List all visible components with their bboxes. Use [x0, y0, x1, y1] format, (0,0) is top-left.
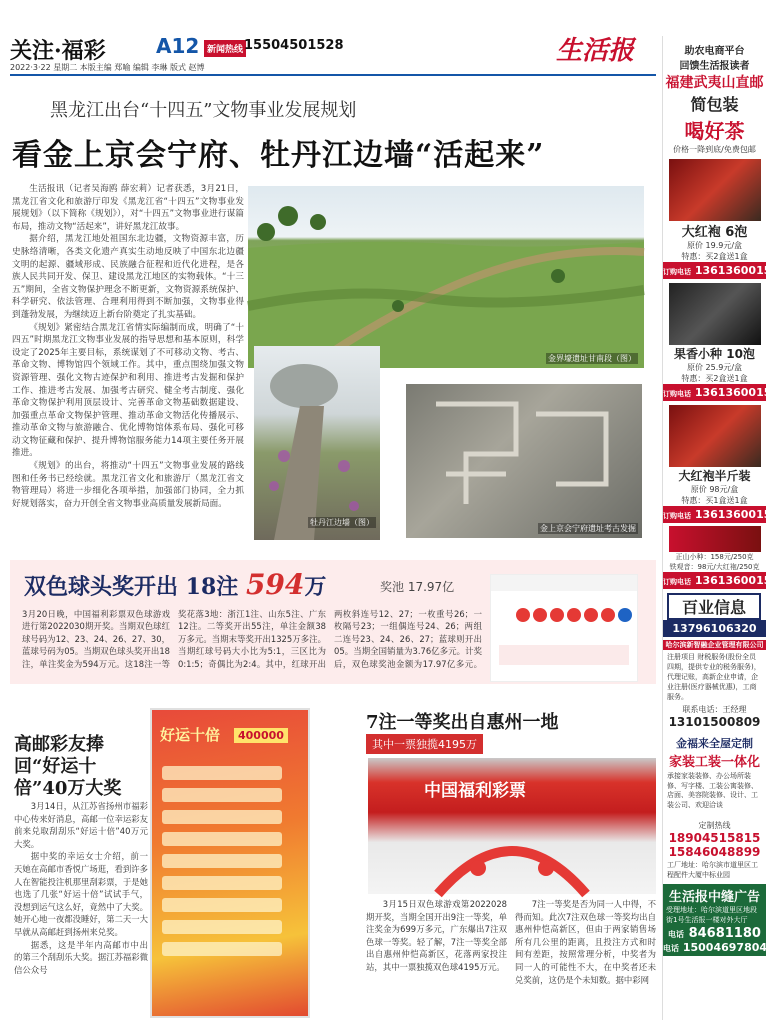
- extra-price: 正山小种：158元/250克: [675, 553, 754, 561]
- lottery-shop-photo: [368, 758, 656, 894]
- classified-title: 生活报中缝广告: [668, 890, 760, 905]
- ticket-title: 好运十倍: [160, 726, 221, 744]
- sidebar-top1: 助农电商平台: [684, 46, 745, 57]
- lottery-balls-illustration: [491, 575, 637, 681]
- company-name: 哈尔滨新智融企业管理有限公司: [663, 640, 766, 650]
- tea-image: [669, 159, 761, 221]
- item-price: 原价 25.9元/盒: [686, 363, 743, 372]
- classified-tel-number: 84681180: [688, 926, 761, 941]
- article-body: [12, 183, 244, 541]
- excavation-illustration: [406, 384, 642, 538]
- company-contact: 联系电话：王经理: [682, 705, 747, 714]
- order-tel-label: 订购电话: [663, 578, 691, 586]
- home-address: 工厂地址：哈尔滨市道里区工程配件大厦中标业园: [667, 861, 758, 879]
- gaoyou-headline: 高邮彩友捧回“好运十倍”40万大奖: [14, 734, 122, 799]
- classified-tel-label: 电话: [668, 930, 685, 939]
- scratch-ticket-photo: [150, 708, 310, 1018]
- home-desc: 承接家装装修、办公场所装修、写字楼、工装公寓装修、店面、美容院装修、设计、工装公司、欢迎洽谈: [667, 772, 758, 809]
- extra-price: 铁观音：98元/大红袍/250克: [669, 563, 760, 571]
- order-tel: [663, 506, 779, 523]
- order-tel-label: 订购电话: [663, 512, 691, 520]
- huizhou-body: [366, 898, 656, 1020]
- item-name: 果香小种 10泡: [674, 347, 755, 361]
- article-paragraph: 《规划》的出台，将推动“十四五”文物事业发展的路线图和任务书已经绘就。黑龙江省文化和旅游厅（黑龙江省文物管理局）将进一步细化各项举措，加强部门协同，全力抓好规划落实，奋力开创全省文物事业高质量发展新局面。: [12, 461, 244, 509]
- item-deal: 特惠：买2盒送1盒: [681, 252, 748, 261]
- home-tel-label: 定制热线: [698, 821, 731, 830]
- item-name: 大红袍半斤装: [678, 469, 751, 483]
- photo-jin-wall: [248, 186, 644, 368]
- order-tel-number: 13613600156: [694, 508, 779, 521]
- gaoyou-paragraph: 据悉，这是半年内高邮市中出的第三个刮刮乐大奖。据江苏福彩微信公众号: [14, 939, 148, 975]
- gaoyou-body: [14, 800, 148, 1018]
- sidebar-top2: 回馈生活报读者: [679, 61, 750, 72]
- classified-tel-number: 15004697804: [682, 941, 768, 954]
- sidebar-brand: 福建武夷山直邮: [665, 75, 764, 91]
- item-deal: 特惠：买1盒送1盒: [681, 496, 748, 505]
- order-tel-number: 13613600156: [694, 574, 779, 587]
- lottery-body: 3月20日晚，中国福利彩票双色球游戏进行第2022030期开奖。当期双色球红球号码为12、23、24、26、27、30，蓝球号码为05。当期双色球头奖开出18注，单注奖金为594万元。这18注一等奖花落3地：浙江1注、山东5注、广东12注。二等奖开出55注，单注金额38万多元。当期末等奖开出1325万多注。当期红球号码大小比为5:1，三区比为0:1:5；奇偶比为2:4。其中，红球开出两枚斜连号12、27；一枚重号26；一枚隔号23；一组偶连号24、26；两组二连号23、24、26、27；蓝球则开出05。当期全国销量为3.76亿多元。计奖后，双色球奖池金额为17.97亿多元。: [22, 609, 482, 669]
- article-headline: 看金上京会宁府、牡丹江边墙“活起来”: [12, 138, 545, 173]
- order-tel-number: 13613600156: [694, 386, 779, 399]
- gaoyou-paragraph: 3月14日，从江苏省扬州市福彩中心传来好消息，高邮一位幸运彩友前来兑取刮刮乐“好运十倍”40万元大奖。: [14, 801, 148, 849]
- home-tel: 18904515815: [668, 831, 761, 845]
- article-paragraph: 生活报讯（记者吴海鸥 薛宏莉）记者获悉，3月21日，黑龙江省文化和旅游厅印发《黑龙江省“十四五”文物事业发展规划》（以下简称《规划》），对“十四五”文物事业进行谋篇布局，推动文物“活起来”，讲好黑龙江故事。: [12, 184, 244, 232]
- article-paragraph: 《规划》紧密结合黑龙江省情实际编制而成，明确了“十四五”时期黑龙江文物事业发展的指导思想和基本原则，科学设定了2025年主要目标，系统谋划了不可移动文物、考古、革命文物、博物馆四个领域工作。其中，重点围绕加强文物资源管理、强化文物古迹保护和利用、推进考古发掘和保护工作、推进考古发展、加强考古研究、健全考古制度、强化革命文物保护利用顶层设计、完善革命文物基础数据建设、加强重点革命文物保护管理、推动革命文物活化传播展示、推动革命文物与旅游融合、优化博物馆体系布局、强化可移动文物征藏和保护、提升博物馆服务能力14项主要任务开展推进。: [12, 322, 244, 459]
- photo-excavation: [406, 384, 642, 538]
- photo-mudanjiang-wall: [254, 346, 380, 540]
- stone-wall-illustration: [254, 346, 380, 540]
- photo-caption: 金界壕遗址甘南段（图）: [548, 354, 636, 363]
- item-price: 原价 98元/盒: [690, 485, 739, 494]
- tea-image: [669, 526, 761, 552]
- lottery-amount: 594: [245, 568, 305, 601]
- photo-caption: 牡丹江边墙（图）: [310, 518, 374, 527]
- lottery-app-screenshot: [490, 574, 638, 682]
- company-desc: 注册项目 财税服务(股份全员四期，提供专业的税务服务)，代理记账，高新企业申请，企业注册(医疗器械优惠)，工商服务。: [667, 653, 761, 701]
- article-subtitle: 黑龙江出台“十四五”文物事业发展规划: [50, 100, 357, 121]
- sidebar-pack: 简包装: [690, 95, 739, 114]
- company-tel: 13101500809: [668, 715, 761, 729]
- section-title: 关注·福彩: [10, 38, 106, 64]
- header-divider: [10, 74, 656, 76]
- order-tel: [663, 384, 779, 401]
- sidebar-ads: [662, 36, 779, 1020]
- huizhou-headline: 7注一等奖出自惠州一地: [366, 712, 559, 733]
- classified-tel: [663, 926, 766, 941]
- order-tel-label: 订购电话: [663, 390, 691, 398]
- home-title2: 家装工装一体化: [668, 755, 760, 770]
- hotline-badge: 新闻热线: [204, 40, 246, 57]
- gaoyou-paragraph: 据中奖的幸运女士介绍，前一天她在高邮市香悦广场逛，看到许多人在智能投注机那里刮彩票，于是她也选了几张“好运十倍”试试手气，没想到运气这么好，竟然中了大奖。她开心地一夜都没睡好，第二天一大早就从高邮赶到扬州来兑奖。: [14, 851, 148, 937]
- home-tel: 15846048899: [668, 845, 761, 859]
- lottery-headline: [24, 568, 326, 601]
- lottery-headline-text: 双色球头奖开出 18注: [24, 574, 239, 600]
- shop-front-illustration: [368, 758, 656, 894]
- classified-ad-box: [663, 884, 766, 956]
- issue-info: 2022·3·22 星期二 本版主编 郑喻 编辑 李琳 版式 赵博: [10, 63, 205, 72]
- huizhou-paragraph: 7注一等奖是否为同一人中得，不得而知。此次7注双色球一等奖均出自惠州仲恺高新区，但由于两家销售场所有几公里的距离，且投注方式和时间有差距，按照常理分析，中奖者为同一人的可能性不大，在中奖者还未兑奖前，这仍是个未知数。据中彩网: [515, 899, 656, 985]
- huizhou-paragraph: 3月15日双色球游戏第2022028期开奖，当期全国开出9注一等奖，单注奖金为699万多元，广东爆出7注双色球一等奖。轻了解，7注一等奖全部出自惠州仲恺高新区，花落两家投注站，其中一票独揽双色球4195万元。: [366, 899, 507, 972]
- ticket-prize: 400000: [234, 728, 288, 743]
- classified-tel: [663, 941, 766, 954]
- classified-address: 受理地址：哈尔滨道里区地段街1号生活报一楼对外大厅: [666, 906, 757, 924]
- home-title1: 金福来全屋定制: [676, 737, 753, 750]
- tea-image: [669, 405, 761, 467]
- info-title: 百业信息: [667, 593, 761, 620]
- shop-sign: 中国福利彩票: [424, 781, 526, 801]
- item-deal: 特惠：买2盒送1盒: [681, 374, 748, 383]
- item-price: 原价 19.9元/盒: [686, 241, 743, 250]
- classified-tel-label: 电话: [663, 944, 679, 953]
- order-tel: [663, 572, 779, 589]
- ticket-grid-illustration: [154, 760, 310, 1000]
- photo-caption: 金上京会宁府遗址考古发掘: [540, 524, 636, 533]
- sidebar-note: 价格一降到底/免费包邮: [673, 145, 756, 154]
- order-tel: [663, 262, 779, 279]
- item-name: 大红袍 6泡: [681, 225, 748, 240]
- order-tel-label: 订购电话: [663, 268, 691, 276]
- hotline-number: 15504501528: [244, 38, 344, 53]
- article-paragraph: 据介绍，黑龙江地处祖国东北边疆，文物资源丰富，历史脉络清晰，各类文化遗产真实生动地反映了中国东北边疆文明的起源、疆域形成、民族融合征程和近代化进程，是各族人民共同开发、保卫、建设黑龙江地区的实物载体。“十三五”期间，全省文物保护理念不断更新，文物资源系统保护、科学研究、依法管理、合理利用得到不断加强，文物事业得到蓬勃发展，为继续迈上新台阶奠定了扎实基础。: [12, 234, 244, 320]
- order-tel-number: 13613600156: [694, 264, 779, 277]
- tea-image: [669, 283, 761, 345]
- huizhou-subheadline: 其中一票独揽4195万: [366, 734, 483, 754]
- lottery-unit: 万: [304, 574, 327, 600]
- newspaper-logo: 生活报: [556, 36, 635, 66]
- page-number: A12: [156, 34, 200, 58]
- lottery-pool: 奖池 17.97亿: [380, 580, 455, 594]
- landscape-illustration: [248, 186, 644, 368]
- info-tel: 13796106320: [663, 620, 766, 637]
- sidebar-drink: 喝好茶: [684, 119, 745, 143]
